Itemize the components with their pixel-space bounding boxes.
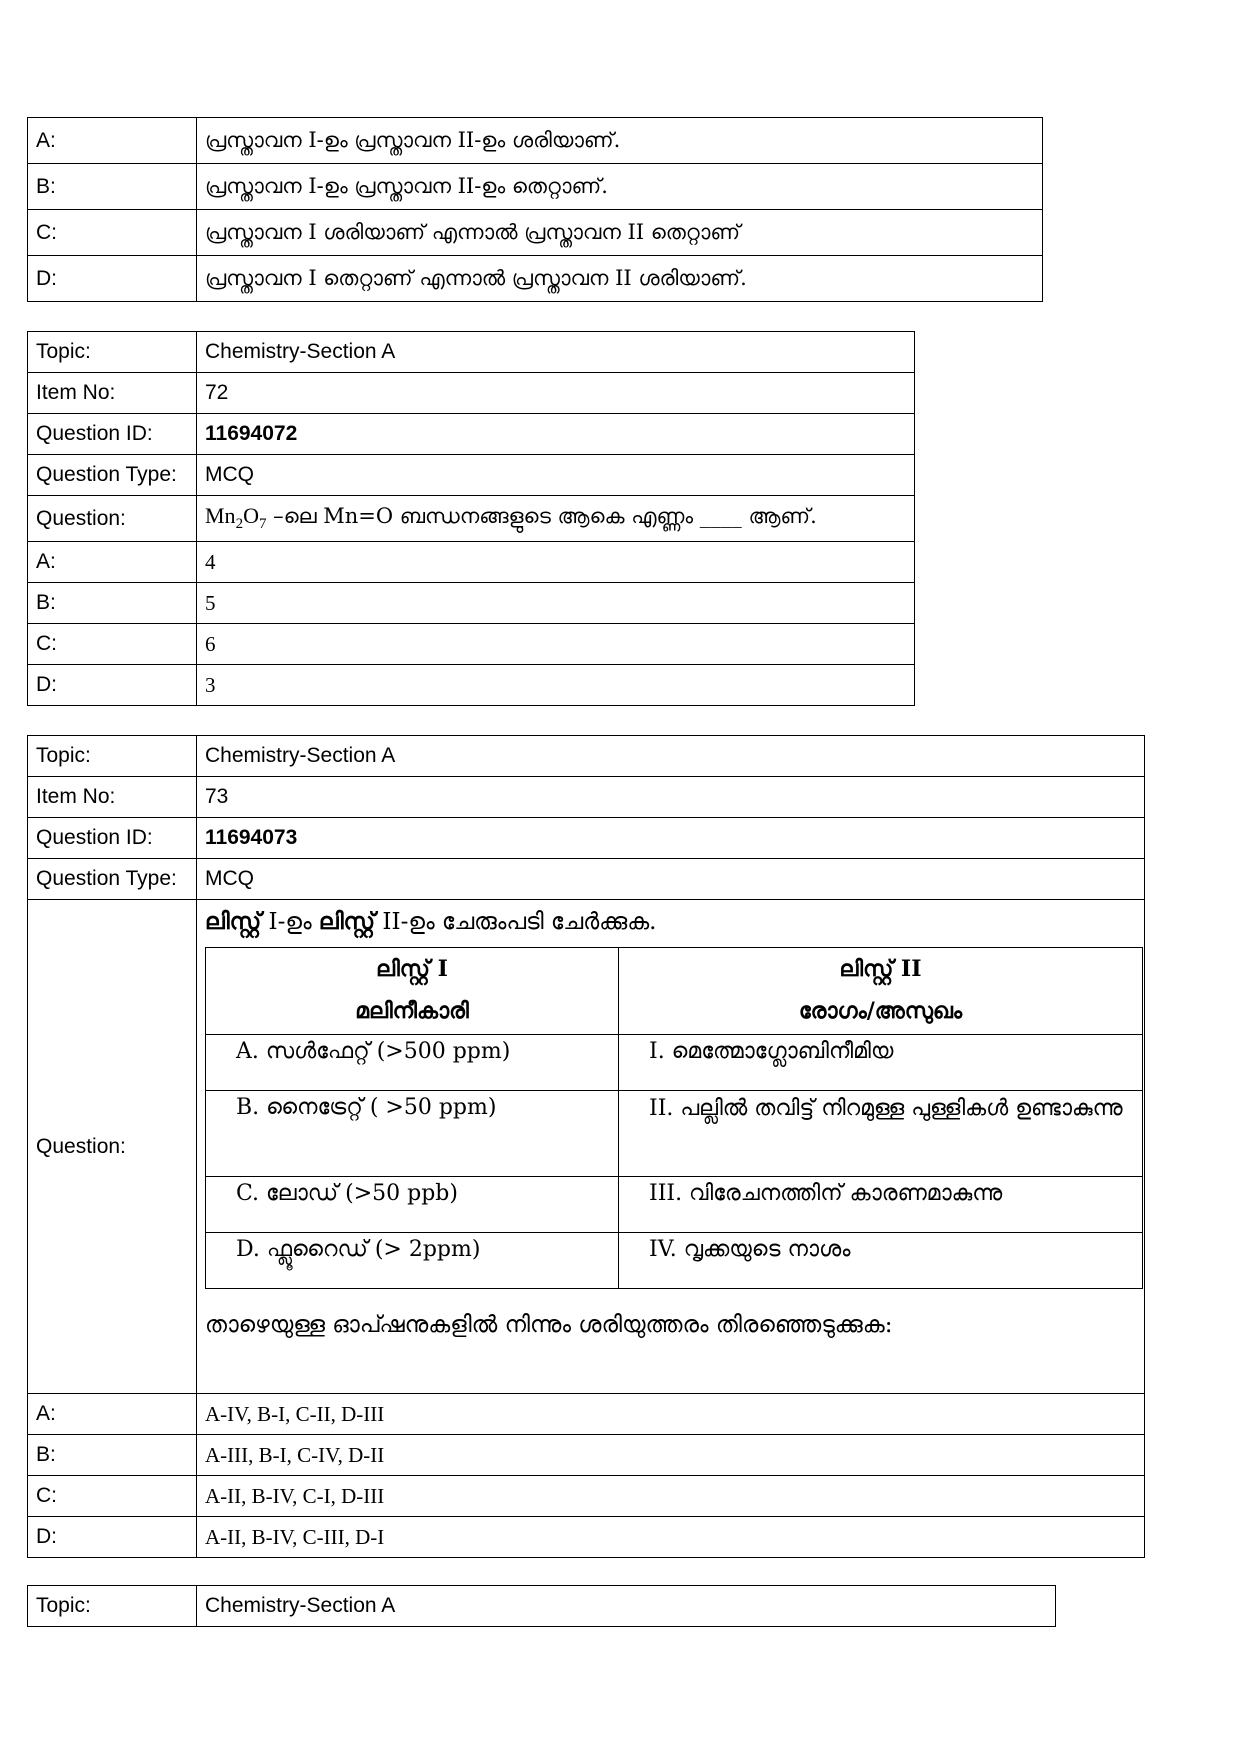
option-d-label: D: bbox=[28, 1517, 197, 1558]
option-a-label: A: bbox=[28, 542, 197, 583]
option-a-label: A: bbox=[28, 1394, 197, 1435]
question-intro bbox=[205, 900, 1136, 935]
option-value: പ്രസ്താവന I-ഉം പ്രസ്താവന II-ഉം തെറ്റാണ്. bbox=[197, 164, 1043, 210]
question-72-table bbox=[27, 331, 915, 706]
option-b-label: B: bbox=[28, 1435, 197, 1476]
list-1-item: B. നൈട്രേറ്റ് ( >50 ppm) bbox=[206, 1091, 619, 1177]
option-a-value: A-IV, B-I, C-II, D-III bbox=[197, 1394, 1145, 1435]
option-b-value: 5 bbox=[197, 583, 915, 624]
list-1-header bbox=[206, 948, 619, 1035]
list-2-item: II. പല്ലിൽ തവിട്ട് നിറമുള്ള പുള്ളികൾ ഉണ്ടാകുന്നു bbox=[619, 1091, 1143, 1177]
list-2-subtitle: രോഗം/അസുഖം bbox=[798, 998, 963, 1024]
list-2-item: IV. വൃക്കയുടെ നാശം bbox=[619, 1233, 1143, 1289]
question-id-value: 11694073 bbox=[197, 818, 1145, 859]
formula-mn: Mn bbox=[205, 503, 236, 529]
option-label: C: bbox=[28, 210, 197, 256]
option-d-value: 3 bbox=[197, 665, 915, 706]
topic-label: Topic: bbox=[28, 736, 197, 777]
question-instruction: താഴെയുള്ള ഓപ്ഷനുകളിൽ നിന്നും ശരിയുത്തരം തിരഞ്ഞെടുക്കുക: bbox=[205, 1312, 893, 1338]
question-label: Question: bbox=[28, 900, 197, 1394]
option-c-value: A-II, B-IV, C-I, D-III bbox=[197, 1476, 1145, 1517]
topic-label: Topic: bbox=[28, 1586, 197, 1627]
option-b-value: A-III, B-I, C-IV, D-II bbox=[197, 1435, 1145, 1476]
option-label: B: bbox=[28, 164, 197, 210]
option-label: D: bbox=[28, 256, 197, 302]
question-type-label: Question Type: bbox=[28, 859, 197, 900]
option-c-label: C: bbox=[28, 1476, 197, 1517]
list-1-item: D. ഫ്ലൂറൈഡ് (> 2ppm) bbox=[206, 1233, 619, 1289]
item-no-label: Item No: bbox=[28, 777, 197, 818]
formula-sub-2: 2 bbox=[235, 516, 244, 533]
option-c-value: 6 bbox=[197, 624, 915, 665]
question-text bbox=[197, 496, 915, 542]
list-word: ലിസ്റ്റ് bbox=[318, 908, 376, 935]
list-1-subtitle: മലിനീകാരി bbox=[355, 998, 469, 1024]
list-word: ലിസ്റ്റ് bbox=[205, 908, 262, 935]
item-no-value: 73 bbox=[197, 777, 1145, 818]
question-id-label: Question ID: bbox=[28, 818, 197, 859]
item-no-label: Item No: bbox=[28, 373, 197, 414]
option-value: പ്രസ്താവന I ശരിയാണ് എന്നാൽ പ്രസ്താവന II തെറ്റാണ് bbox=[197, 210, 1043, 256]
question-label: Question: bbox=[28, 496, 197, 542]
topic-value: Chemistry-Section A bbox=[197, 332, 915, 373]
option-d-label: D: bbox=[28, 665, 197, 706]
topic-label: Topic: bbox=[28, 332, 197, 373]
list-2-title: ലിസ്റ്റ് II bbox=[839, 956, 922, 983]
match-list-table bbox=[205, 947, 1143, 1289]
formula-sub-7: 7 bbox=[258, 516, 267, 533]
list-2-item: I. മെത്മോഗ്ലോബിനീമിയ bbox=[619, 1035, 1143, 1091]
intro-text: II-ഉം ചേരുംപടി ചേർക്കുക. bbox=[375, 909, 657, 935]
option-value: പ്രസ്താവന I തെറ്റാണ് എന്നാൽ പ്രസ്താവന II ശരിയാണ്. bbox=[197, 256, 1043, 302]
option-a-value: 4 bbox=[197, 542, 915, 583]
list-1-title: ലിസ്റ്റ് I bbox=[376, 956, 448, 983]
list-2-item: III. വിരേചനത്തിന് കാരണമാകുന്നു bbox=[619, 1177, 1143, 1233]
question-type-value: MCQ bbox=[197, 859, 1145, 900]
option-label: A: bbox=[28, 118, 197, 164]
list-2-header bbox=[619, 948, 1143, 1035]
formula-o: O bbox=[243, 503, 259, 529]
topic-value: Chemistry-Section A bbox=[197, 1586, 1056, 1627]
question-body bbox=[197, 900, 1145, 1394]
option-d-value: A-II, B-IV, C-III, D-I bbox=[197, 1517, 1145, 1558]
question-id-value: 11694072 bbox=[197, 414, 915, 455]
question-id-label: Question ID: bbox=[28, 414, 197, 455]
list-1-item: A. സൾഫേറ്റ് (>500 ppm) bbox=[206, 1035, 619, 1091]
list-1-item: C. ലോഡ് (>50 ppb) bbox=[206, 1177, 619, 1233]
option-b-label: B: bbox=[28, 583, 197, 624]
question-type-value: MCQ bbox=[197, 455, 915, 496]
question-type-label: Question Type: bbox=[28, 455, 197, 496]
question-74-table bbox=[27, 1585, 1056, 1627]
previous-options-table bbox=[27, 117, 1043, 302]
option-c-label: C: bbox=[28, 624, 197, 665]
question-rest: –ലെ Mn=O ബന്ധനങ്ങളുടെ ആകെ എണ്ണം ____ ആണ്. bbox=[266, 504, 817, 529]
topic-value: Chemistry-Section A bbox=[197, 736, 1145, 777]
item-no-value: 72 bbox=[197, 373, 915, 414]
question-73-table bbox=[27, 735, 1145, 1558]
option-value: പ്രസ്താവന I-ഉം പ്രസ്താവന II-ഉം ശരിയാണ്. bbox=[197, 118, 1043, 164]
intro-text: I-ഉം bbox=[261, 909, 319, 935]
